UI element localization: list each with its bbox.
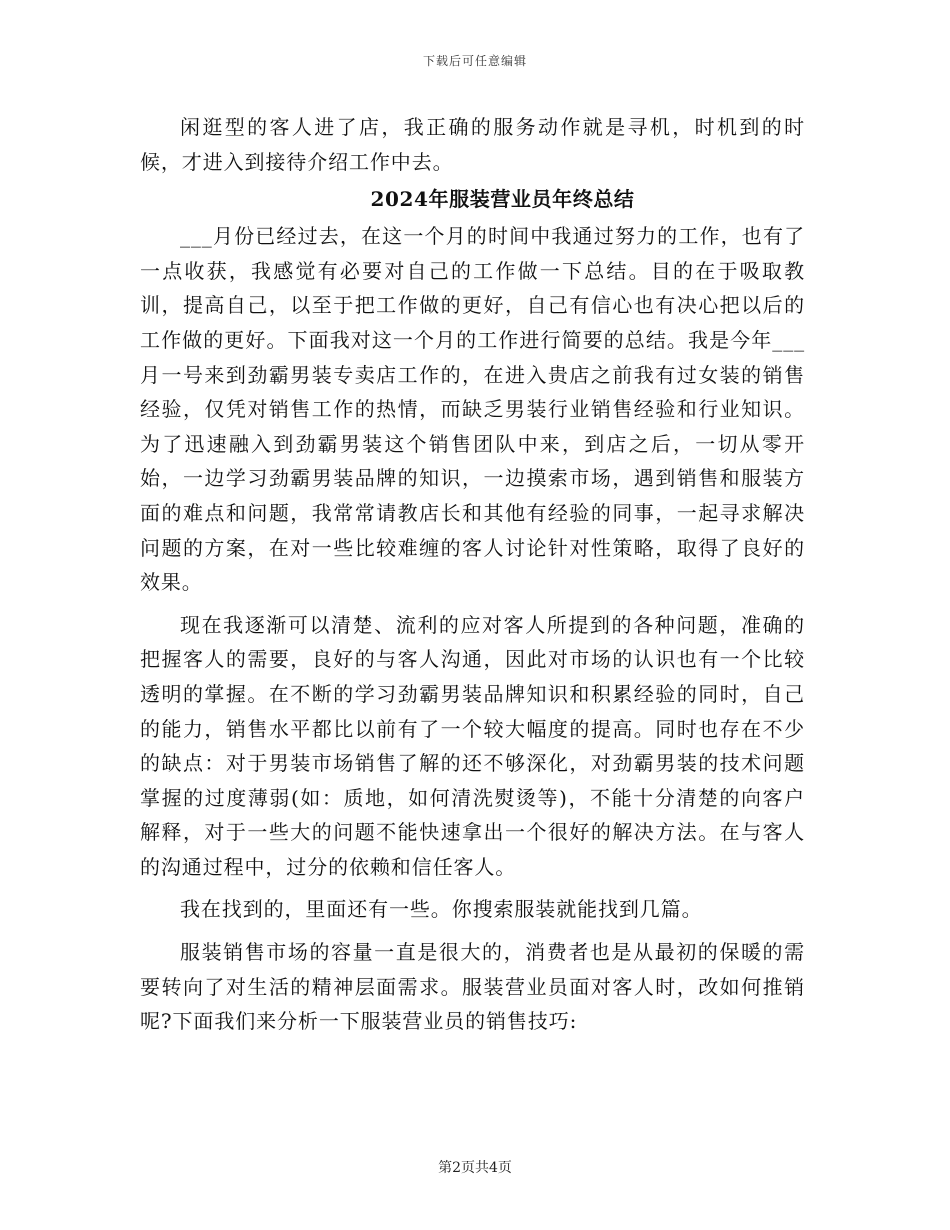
page-header-note: 下载后可任意编辑 bbox=[422, 54, 527, 68]
paragraph-search-note: 我在找到的，里面还有一些。你搜索服装就能找到几篇。 bbox=[180, 897, 703, 922]
paragraph-progress: 现在我逐渐可以清楚、流利的应对客人所提到的各种问题，准确的把握客人的需要，良好的与客人沟通，因此对市场的认识也有一个比较透明的掌握。在不断的学习劲霸男装品牌知识和积累经验的同时，自己的能力，销售水平都比以前有了一个较大幅度的提高。同时也存在不少的缺点：对于男装市场销售了解的还不够深化，对劲霸男装的技术问题掌握的过度薄弱(如：质地，如何清洗熨烫等)，不能十分清楚的向客户解释，对于一些大的问题不能快速拿出一个很好的解决方法。在与客人的沟通过程中，过分的依赖和信任客人。 bbox=[140, 612, 805, 879]
document-title: 2024年服装营业员年终总结 bbox=[370, 187, 635, 212]
paragraph-sales-tips: 服装销售市场的容量一直是很大的，消费者也是从最初的保暖的需要转向了对生活的精神层面需求。服装营业员面对客人时，改如何推销呢?下面我们来分析一下服装营业员的销售技巧: bbox=[140, 940, 805, 1034]
intro-paragraph: 闲逛型的客人进了店，我正确的服务动作就是寻机，时机到的时候，才进入到接待介绍工作中去。 bbox=[140, 115, 805, 174]
page-number: 第2页共4页 bbox=[438, 1160, 512, 1176]
paragraph-summary: ___月份已经过去，在这一个月的时间中我通过努力的工作，也有了一点收获，我感觉有必要对自己的工作做一下总结。目的在于吸取教训，提高自己，以至于把工作做的更好，自己有信心也有决心把以后的工作做的更好。下面我对这一个月的工作进行简要的总结。我是今年___月一号来到劲霸男装专卖店工作的，在进入贵店之前我有过女装的销售经验，仅凭对销售工作的热情，而缺乏男装行业销售经验和行业知识。为了迅速融入到劲霸男装这个销售团队中来，到店之后，一切从零开始，一边学习劲霸男装品牌的知识，一边摸索市场，遇到销售和服装方面的难点和问题，我常常请教店长和其他有经验的同事，一起寻求解决问题的方案，在对一些比较难缠的客人讨论针对性策略，取得了良好的效果。 bbox=[140, 224, 805, 595]
document-body bbox=[140, 110, 805, 1039]
